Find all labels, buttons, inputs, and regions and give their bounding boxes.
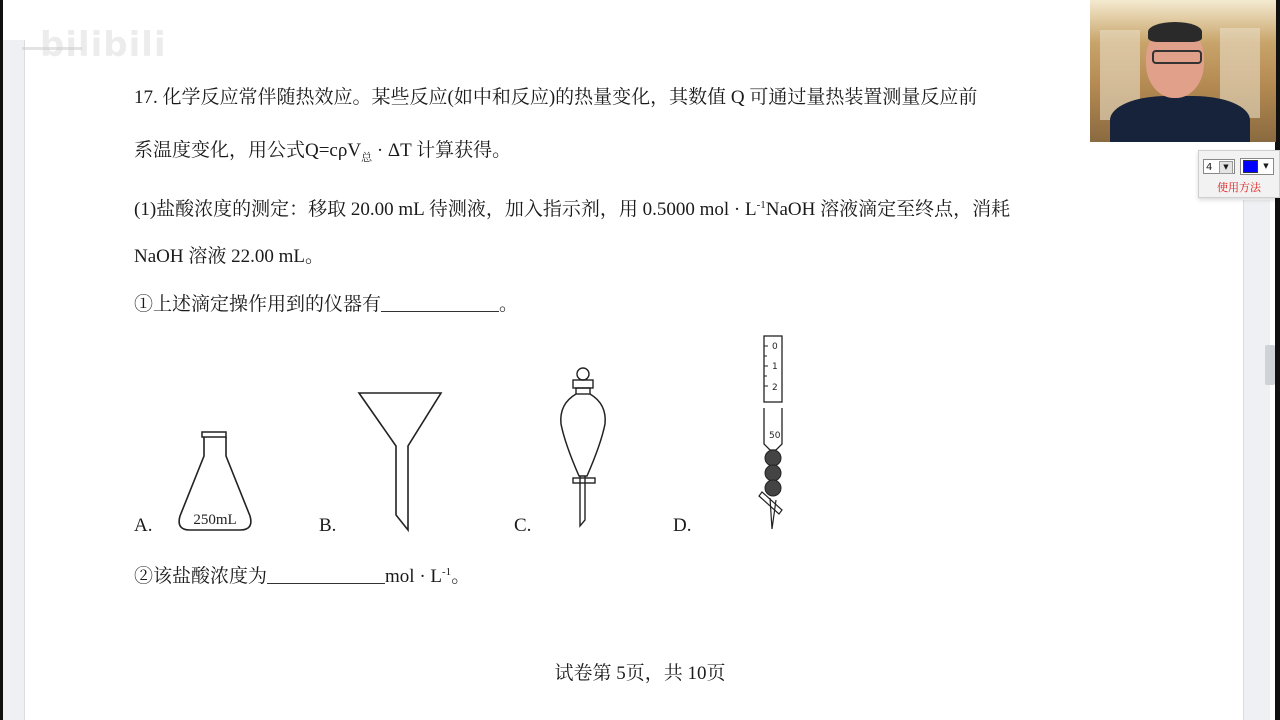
pen-size-select[interactable]: 4 ▼ xyxy=(1203,159,1235,174)
svg-text:2: 2 xyxy=(772,383,778,393)
separatory-funnel-icon xyxy=(555,364,615,534)
svg-text:1: 1 xyxy=(772,362,778,372)
part1-line-2: NaOH 溶液 22.00 mL。 xyxy=(134,246,324,267)
chevron-down-icon[interactable]: ▼ xyxy=(1219,161,1233,174)
usage-help-link[interactable]: 使用方法 xyxy=(1217,181,1261,194)
part1-line-1: (1)盐酸浓度的测定：移取 20.00 mL 待测液，加入指示剂，用 0.5000 mol · $L^{-1}NaOH$ 溶液滴定至终点，消耗 xyxy=(134,199,1011,220)
color-swatch xyxy=(1243,160,1258,173)
svg-text:0: 0 xyxy=(772,342,778,352)
pen-toolbar xyxy=(1198,150,1280,198)
chevron-down-icon[interactable]: ▼ xyxy=(1263,162,1269,170)
burette-icon xyxy=(752,334,792,534)
question-line-1: 17. 化学反应常伴随热效应。某些反应(如中和反应)的热量变化，其数值 Q 可通过量热装置测量反应前 xyxy=(134,87,978,108)
option-d-label: D. xyxy=(673,515,692,536)
svg-text:50: 50 xyxy=(769,431,781,441)
page-footer: 试卷第 5页，共 10页 xyxy=(554,663,726,684)
vertical-scrollbar-thumb[interactable] xyxy=(1265,345,1275,385)
option-b-label: B. xyxy=(319,515,337,536)
subquestion-2: ②该盐酸浓度为 mol · $L^{-1}$。 xyxy=(134,566,471,587)
bilibili-watermark: bilibili xyxy=(40,25,167,65)
option-a-label: A. xyxy=(134,515,153,536)
viewer-right-gutter xyxy=(1243,200,1270,720)
option-c-label: C. xyxy=(514,515,532,536)
funnel-icon xyxy=(356,390,446,535)
presenter-glasses xyxy=(1152,50,1202,64)
subquestion-1: ①上述滴定操作用到的仪器有 。 xyxy=(134,294,519,315)
answer-blank-1 xyxy=(381,293,499,312)
svg-text:250mL: 250mL xyxy=(193,512,237,528)
viewer-left-gutter xyxy=(3,40,25,720)
presenter-hair xyxy=(1148,22,1202,42)
question-line-2: 系温度变化，用公式Q=cρV$_总$ · ΔT 计算获得。 xyxy=(134,140,512,164)
webcam-overlay xyxy=(1090,0,1276,142)
presenter-body xyxy=(1110,96,1250,142)
answer-blank-2 xyxy=(267,565,385,584)
pen-color-select[interactable] xyxy=(1240,158,1274,175)
conical-flask-icon xyxy=(170,428,260,534)
